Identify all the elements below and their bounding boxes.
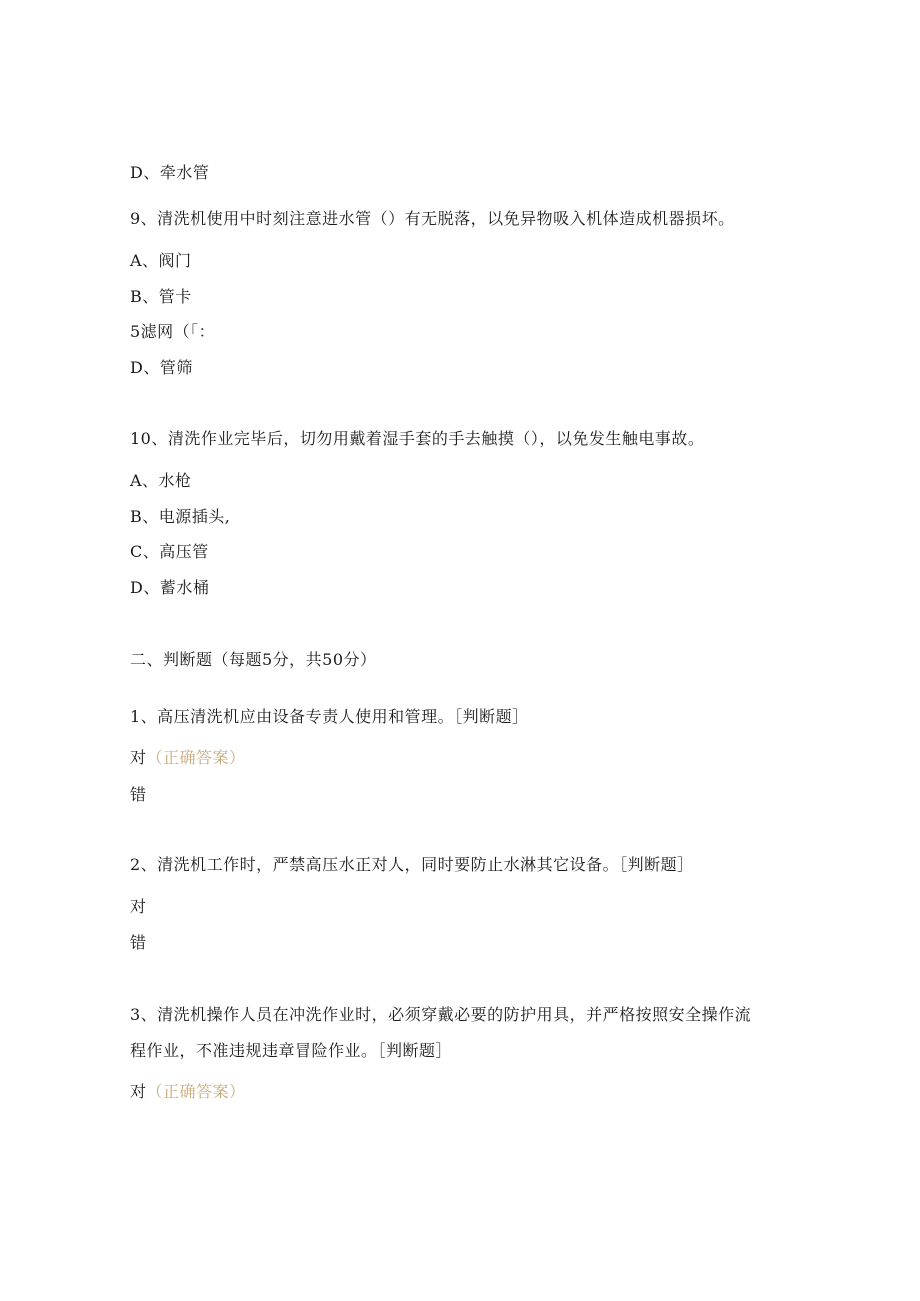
q9-option-a: A、阀门: [130, 251, 192, 270]
tf2-true-option: 对: [130, 897, 147, 916]
tf3-true-option: [130, 1082, 246, 1102]
q9-question: 9、清洗机使用中时刻注意进水管（）有无脱落，以免异物吸入机体造成机器损坏。: [130, 209, 735, 228]
q9-option-b: B、管卡: [130, 287, 192, 306]
q10-option-a: A、水枪: [130, 471, 192, 490]
tf1-false-option: 错: [130, 785, 147, 804]
q8-option-d: D、牵水管: [130, 163, 210, 182]
section-heading: 二、判断题（每题5分，共50分）: [130, 650, 377, 669]
tf2-false-option: 错: [130, 933, 147, 952]
tf1-true-label: 对: [130, 748, 147, 767]
tf1-question: 1、高压清洗机应由设备专责人使用和管理。［判断题］: [130, 707, 529, 726]
tf2-question: 2、清洗机工作时，严禁高压水正对人，同时要防止水淋其它设备。［判断题］: [130, 855, 694, 874]
tf1-true-option: [130, 748, 246, 768]
q10-option-d: D、蓄水桶: [130, 578, 210, 597]
tf3-true-label: 对: [130, 1082, 147, 1101]
q9-option-d: D、管筛: [130, 358, 193, 377]
q10-option-c: C、高压管: [130, 542, 209, 561]
tf3-question-line2: 程作业，不准违规违章冒险作业。［判断题］: [130, 1041, 453, 1060]
q10-question: 10、清洗作业完毕后，切勿用戴着湿手套的手去触摸（），以免发生触电事故。: [130, 429, 705, 448]
q9-option-c: 5滤网（「：: [130, 322, 216, 341]
tf1-correct-answer-tag: （正确答案）: [146, 748, 246, 767]
q10-option-b: B、电源插头,: [130, 507, 231, 526]
tf3-correct-answer-tag: （正确答案）: [146, 1082, 246, 1101]
tf3-question-line1: 3、清洗机操作人员在冲洗作业时，必须穿戴必要的防护用具，并严格按照安全操作流: [130, 1005, 752, 1024]
